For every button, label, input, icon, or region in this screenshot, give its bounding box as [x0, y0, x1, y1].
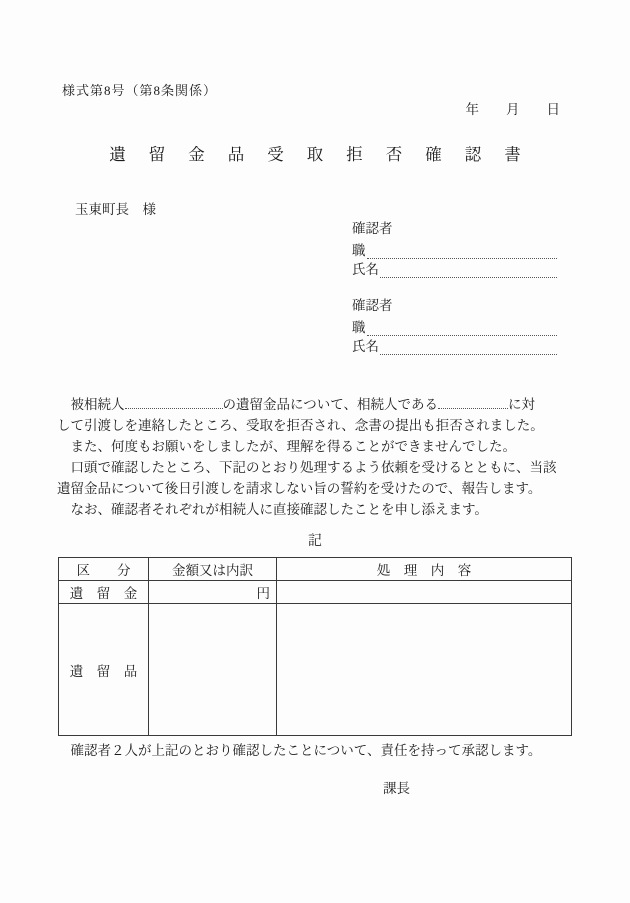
confirmer-block-1 [352, 219, 557, 278]
confirmer-job-field [352, 317, 557, 336]
paragraph-line-2: して引渡しを連絡したところ、受取を拒否され、念書の提出も拒否されました。 [57, 418, 544, 433]
category-cell-money: 遺 留 金 [59, 581, 149, 604]
job-label: 職 [352, 243, 366, 258]
approver-label: 課長 [383, 781, 410, 796]
confirmer-heading: 確認者 [352, 298, 393, 313]
header-content: 処 理 内 容 [277, 558, 572, 581]
confirmer-name-field [352, 336, 557, 355]
name-fill-line [380, 339, 557, 355]
table-row-goods [59, 604, 572, 736]
line1-pre: 被相続人 [57, 397, 125, 412]
addressee: 玉東町長 様 [75, 202, 156, 217]
content-cell-goods [277, 604, 572, 736]
name-label: 氏名 [352, 262, 379, 277]
header-category: 区 分 [59, 558, 149, 581]
job-label: 職 [352, 320, 366, 335]
ki-label: 記 [308, 534, 322, 549]
decedent-name-blank [125, 395, 223, 409]
name-fill-line [380, 262, 557, 278]
confirmer-heading: 確認者 [352, 221, 393, 236]
table-header-row [59, 558, 572, 581]
paragraph-line-4: 口頭で確認したところ、下記のとおり処理するよう依頼を受けるとともに、当該 [57, 460, 557, 475]
confirmer-block-2 [352, 296, 557, 355]
paragraph-line-1 [57, 394, 573, 415]
amount-cell-money: 円 [149, 581, 277, 604]
paragraph-line-5: 遺留金品について後日引渡しを請求しない旨の誓約を受けたので、報告します。 [57, 481, 542, 496]
job-fill-line [367, 243, 558, 259]
header-amount: 金額又は内訳 [149, 558, 277, 581]
content-cell-money [277, 581, 572, 604]
record-table [58, 557, 572, 736]
page-title: 遺留金品受取拒否確認書 [109, 145, 544, 164]
table-row-money [59, 581, 572, 604]
paragraph-line-6: なお、確認者それぞれが相続人に直接確認したことを申し添えます。 [57, 502, 488, 517]
category-cell-goods: 遺 留 品 [59, 604, 149, 736]
date-line: 年 月 日 [465, 102, 560, 117]
job-fill-line [367, 320, 558, 336]
amount-cell-goods [149, 604, 277, 736]
line1-mid: の遺留金品について、相続人である [222, 397, 438, 412]
body-paragraph [57, 394, 573, 520]
form-number: 様式第8号（第8条関係） [62, 83, 218, 98]
confirmer-job-field [352, 240, 557, 259]
paragraph-line-3: また、何度もお願いをしましたが、理解を得ることができませんでした。 [57, 439, 516, 454]
line1-post: に対 [507, 397, 535, 412]
heir-name-blank [438, 395, 508, 409]
name-label: 氏名 [352, 339, 379, 354]
footer-note: 確認者２人が上記のとおり確認したことについて、責任を持って承認します。 [57, 743, 542, 758]
confirmer-name-field [352, 259, 557, 278]
